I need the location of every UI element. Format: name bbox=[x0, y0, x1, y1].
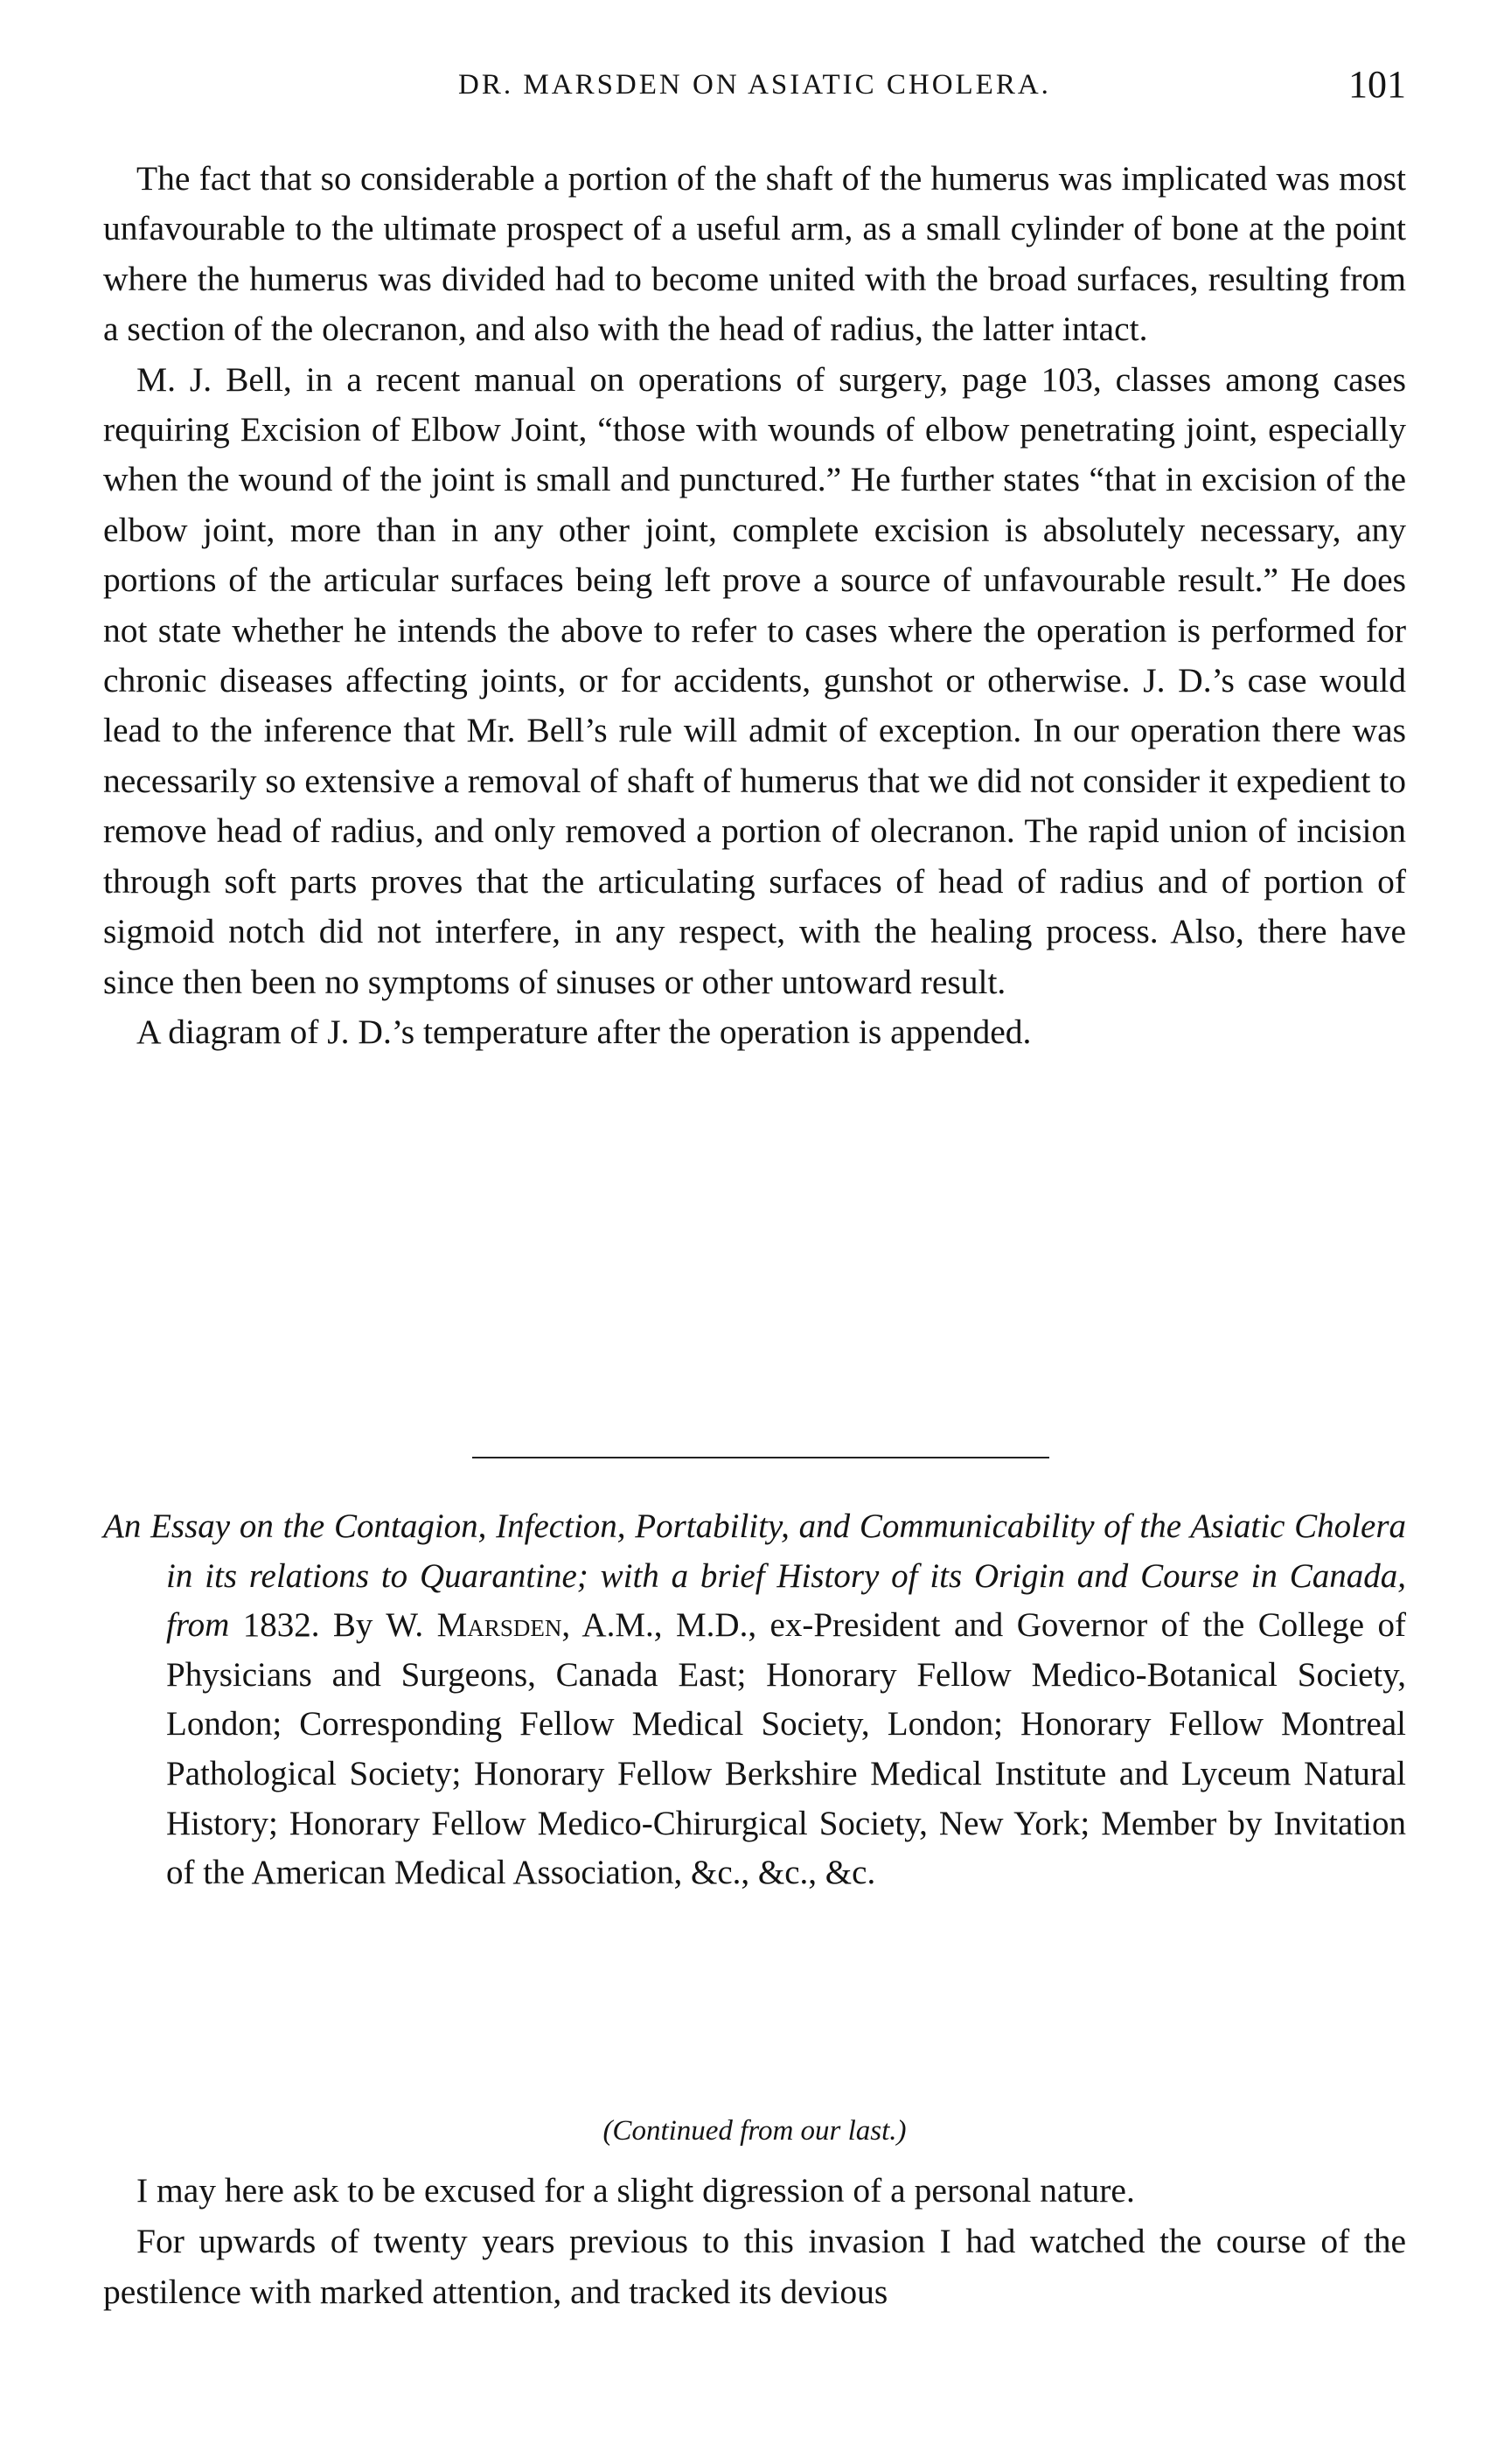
body-paragraph: The fact that so considerable a portion of the shaft of the humerus was implicated was most unfavourable to the ultimate prospect of a useful arm, as a small cylinder of bone at the point where the humerus was divided had to become united with the broad surfaces, resulting from a section of the olecranon, and also with the head of radius, the latter intact. bbox=[103, 159, 1406, 349]
essay-author: Marsden bbox=[436, 1606, 562, 1645]
running-title: DR. MARSDEN ON ASIATIC CHOLERA. bbox=[458, 69, 1051, 101]
continued-note: (Continued from our last.) bbox=[602, 2115, 907, 2147]
essay-title: An Essay on the Contagion, Infection, Portability, and Communicability of the Asiatic Cholera in its relations to Quarantine; with a brief History of its Origin and Course in Canada, from bbox=[103, 1507, 1406, 1645]
body-paragraph: A diagram of J. D.’s temperature after the operation is appended. bbox=[136, 1012, 1032, 1051]
essay-heading-block bbox=[103, 1502, 1406, 1898]
essay-year: 1832. bbox=[229, 1606, 320, 1645]
essay-paragraph: For upwards of twenty years previous to this invasion I had watched the course of the pestilence with marked attention, and tracked its devious bbox=[103, 2222, 1406, 2311]
body-paragraph: M. J. Bell, in a recent manual on operations of surgery, page 103, classes among cases requiring Excision of Elbow Joint, “those with wounds of elbow penetrating joint, especially when the wound of the joint is small and punctured.” He further states “that in excision of the elbow joint, more than in any other joint, complete excision is absolutely necessary, any portions of the articular surfaces being left prove a source of unfavourable result.” He does not state whether he intends the above to refer to cases where the operation is performed for chronic diseases affecting joints, or for accidents, gunshot or otherwise. J. D.’s case would lead to the inference that Mr. Bell’s rule will admit of exception. In our operation there was necessarily so extensive a removal of shaft of humerus that we did not consider it expedient to remove head of radius, and only removed a portion of olecranon. The rapid union of incision through soft parts proves that the articulating surfaces of head of radius and of portion of sigmoid notch did not interfere, in any respect, with the healing process. Also, there have since then been no symptoms of sinuses or other untoward result. bbox=[103, 359, 1406, 1001]
page-number: 101 bbox=[1348, 63, 1406, 106]
article-body bbox=[103, 154, 1406, 1057]
essay-by: By W. bbox=[319, 1606, 437, 1645]
essay-body bbox=[103, 2165, 1406, 2317]
essay-heading bbox=[103, 1502, 1406, 1898]
running-header bbox=[103, 54, 1406, 115]
essay-credentials: , A.M., M.D., ex-President and Governor of the College of Physicians and Surgeons, Canada East; Honorary Fellow Medico-Botanical Society, London; Corresponding Fellow Medical Society, London; Honorary Fellow Montreal Pathological Society; Honorary Fellow Berkshire Medical Institute and Lyceum Natural History; Honorary Fellow Medico-Chirurgical Society, New York; Member by Invitation of the American Medical Association, &c., &c., &c. bbox=[166, 1606, 1406, 1892]
essay-paragraph: I may here ask to be excused for a slight digression of a personal nature. bbox=[136, 2171, 1135, 2210]
section-divider bbox=[472, 1457, 1049, 1458]
